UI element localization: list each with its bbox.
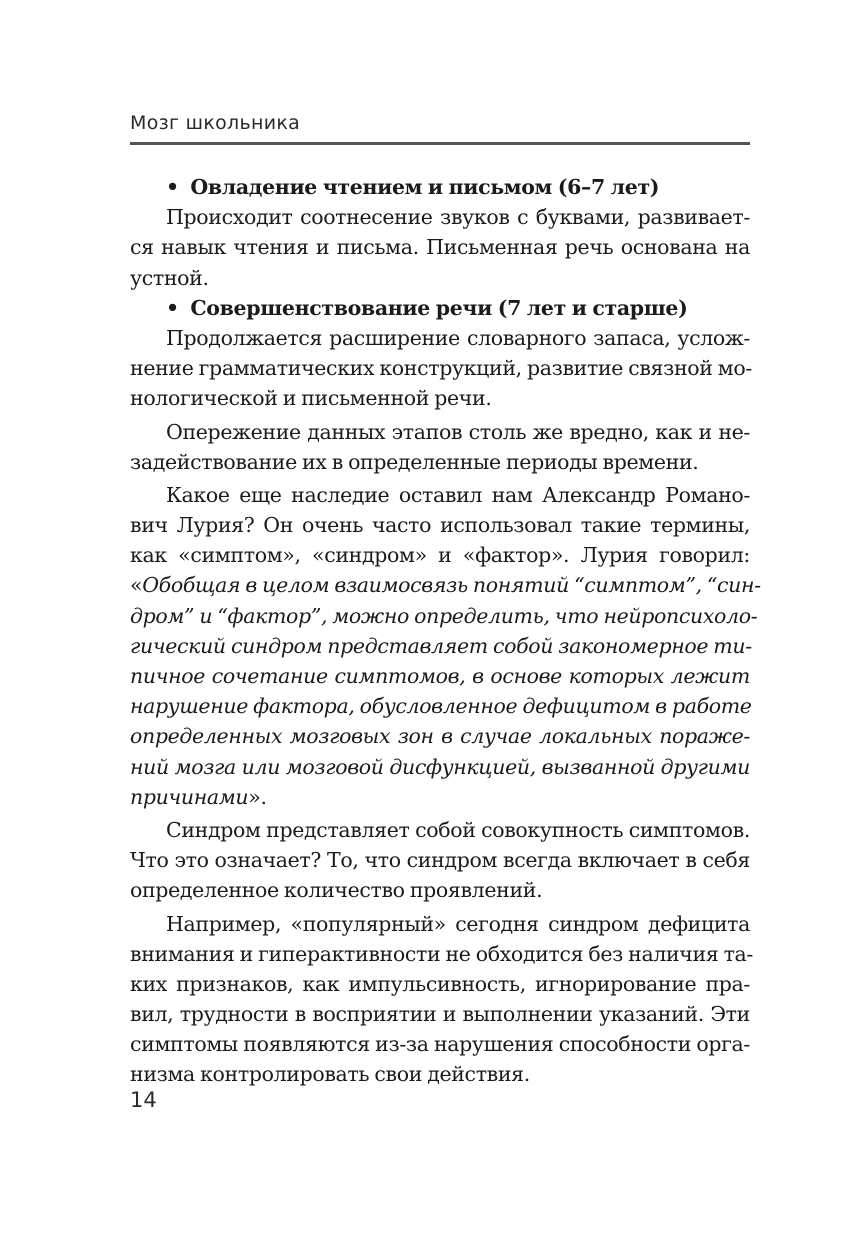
- quote-line: [130, 570, 761, 600]
- quote-line: пичное сочетание симптомов, в основе которых лежит: [130, 664, 750, 688]
- text-line: нологической и письменной речи.: [130, 386, 492, 411]
- text-line: Продолжается расширение словарного запаса, услож-: [166, 325, 750, 350]
- bullet-body-speech: [130, 323, 750, 414]
- text-line: Синдром представляет собой совокупность симптомов.: [166, 817, 750, 842]
- text-line: низма контролировать свои действия.: [130, 1062, 530, 1087]
- text-line: вил, трудности в восприятии и выполнении указаний. Эти: [130, 1002, 750, 1027]
- quote-line: ний мозга или мозговой дисфункцией, вызванной другими: [130, 754, 750, 779]
- text-line: задействование их в определенные периоды времени.: [130, 449, 699, 474]
- text-line: определенное количество проявлений.: [130, 878, 543, 903]
- quote-close-mark: ».: [248, 784, 267, 809]
- bullet-heading-reading: [130, 172, 750, 202]
- text-line: вич Лурия? Он очень часто использовал такие термины,: [130, 513, 750, 538]
- bullet-body-reading: [130, 202, 750, 293]
- quote-line: гический синдром представляет собой закономерное ти-: [130, 633, 752, 658]
- page-body: [130, 172, 761, 1090]
- bullet-marker: •: [166, 295, 179, 320]
- text-line: как «симптом», «синдром» и «фактор». Лурия говорил:: [130, 543, 750, 568]
- running-head-title: Мозг школьника: [130, 112, 301, 134]
- header-rule: [130, 142, 750, 145]
- quote-line: нарушение фактора, обусловленное дефицитом в работе: [130, 694, 752, 719]
- paragraph-advance-stages: [130, 417, 750, 477]
- text-line: Какое еще наследие оставил нам Александр Романо-: [166, 482, 750, 507]
- text-line: нение грамматических конструкций, развитие связной мо-: [130, 356, 752, 381]
- bullet-heading-speech: [130, 293, 750, 323]
- text-line: ся навык чтения и письма. Письменная речь основана на: [130, 235, 750, 260]
- bullet-title: Совершенствование речи (7 лет и старше): [190, 295, 688, 320]
- bullet-title: Овладение чтением и письмом (6–7 лет): [190, 175, 660, 199]
- bullet-marker: •: [166, 175, 179, 199]
- paragraph-syndrome-definition: [130, 815, 750, 906]
- text-line: устной.: [130, 265, 209, 290]
- quote-line: определенных мозговых зон в случае локальных пораже-: [130, 724, 750, 749]
- quote-text: причинами: [130, 784, 249, 809]
- paragraph-luria-quote: [130, 480, 761, 812]
- quote-line: [130, 782, 750, 812]
- text-line: Что это означает? То, что синдром всегда включает в себя: [130, 848, 750, 873]
- quote-text: Обобщая в целом взаимосвязь понятий “симптом”, “син-: [142, 573, 761, 598]
- quote-line: дром” и “фактор”, можно определить, что нейропсихоло-: [130, 603, 758, 628]
- text-line: внимания и гиперактивности не обходится без наличия та-: [130, 941, 754, 966]
- page-number: 14: [130, 1088, 157, 1112]
- text-line: Опережение данных этапов столь же вредно, как и не-: [166, 419, 750, 444]
- text-line: симптомы появляются из-за нарушения способности орга-: [130, 1032, 750, 1057]
- text-line: Происходит соотнесение звуков с буквами, развивает-: [166, 205, 750, 230]
- quote-open-mark: «: [130, 573, 143, 598]
- text-line: ких признаков, как импульсивность, игнорирование пра-: [130, 971, 750, 996]
- text-line: Например, «популярный» сегодня синдром дефицита: [166, 911, 750, 936]
- paragraph-adhd-example: [130, 909, 754, 1090]
- running-header: [130, 110, 750, 145]
